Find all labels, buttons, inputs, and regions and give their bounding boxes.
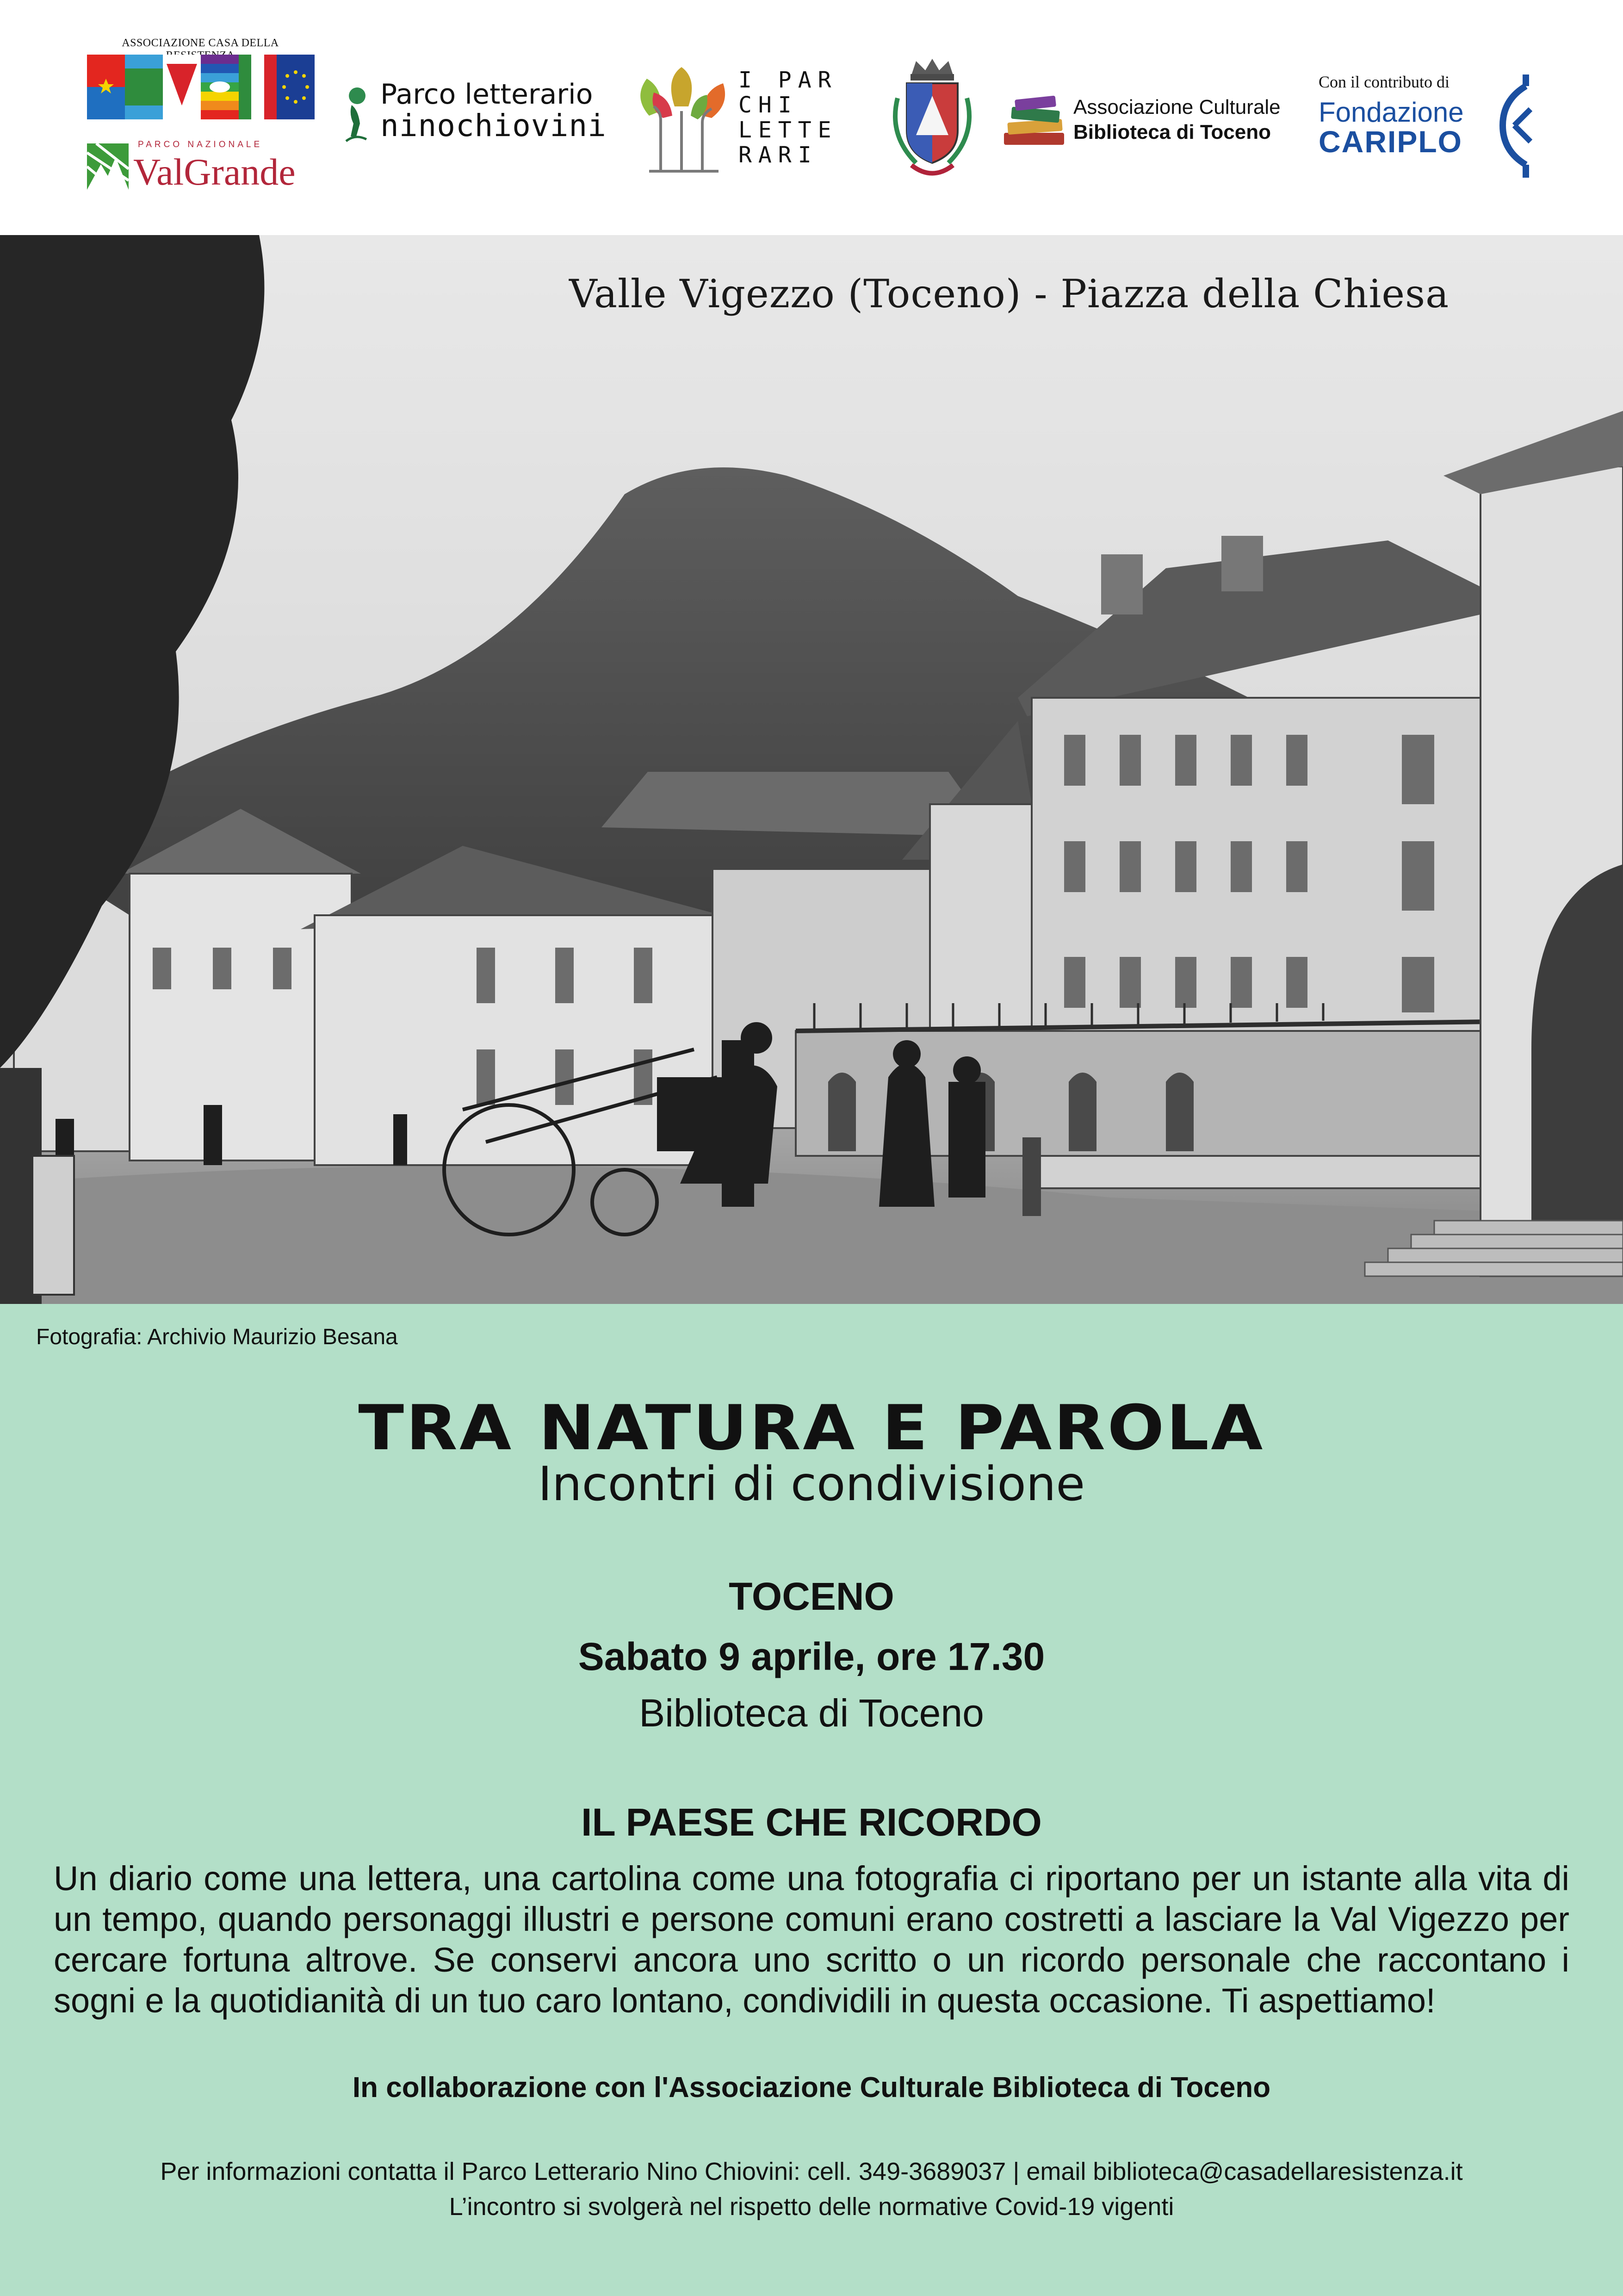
municipal-crest-icon	[884, 56, 981, 181]
event-title: TRA NATURA E PAROLA	[358, 1392, 1265, 1464]
resistenza-flag-icon	[87, 55, 314, 119]
event-description: Un diario come una lettera, una cartolina come una fotografia ci riportano per un istante alla vita di un tempo, quando personaggi illustri e persone comuni erano costretti a lasciare la Val Vigezzo per cercare fortuna altrove. Se conservi ancora uno scritto o un ricordo personale che raccontano i sogni e la quotidianità di un tuo caro lontano, condividili in questa occasione. Ti aspettiamo!	[54, 1859, 1569, 2020]
cariplo-mark-icon	[1493, 72, 1535, 179]
fondazione-label: Fondazione	[1319, 97, 1464, 128]
cariplo-label: CARIPLO	[1319, 124, 1462, 159]
association-name: ASSOCIAZIONE CASA DELLA	[122, 37, 279, 49]
event-subtitle: Incontri di condivisione	[538, 1457, 1085, 1512]
collaboration-note: In collaborazione con l'Associazione Culturale Biblioteca di Toceno	[352, 2072, 1271, 2104]
leaf-trees-icon	[628, 65, 735, 176]
logo-bar	[0, 0, 1623, 235]
parchi-letterari-logo	[628, 65, 860, 176]
event-heading: IL PAESE CHE RICORDO	[581, 1800, 1042, 1844]
contact-info: Per informazioni contatta il Parco Letterario Nino Chiovini: cell. 349-3689037 | email biblioteca@casadellaresistenza.it	[160, 2158, 1463, 2185]
biblioteca-toceno-logo	[999, 90, 1295, 155]
quill-figure-icon	[342, 82, 370, 142]
chiovini-line1: Parco letterario	[380, 78, 593, 111]
valgrande-mark-icon	[87, 143, 129, 190]
chiovini-line2: ninochiovini	[380, 108, 607, 143]
event-date: Sabato 9 aprile, ore 17.30	[578, 1635, 1045, 1678]
event-place: TOCENO	[729, 1575, 894, 1618]
books-stack-icon	[999, 95, 1069, 150]
casa-della-resistenza-logo	[87, 37, 314, 194]
parco-letterario-chiovini-logo	[342, 76, 607, 150]
historic-photograph	[0, 235, 1623, 1304]
fondazione-cariplo-logo	[1319, 69, 1541, 185]
photo-caption: Valle Vigezzo (Toceno) - Piazza della Chiesa	[569, 271, 1450, 316]
valgrande-label: ValGrande	[133, 151, 296, 193]
biblioteca-line2: Biblioteca di Toceno	[1073, 121, 1271, 143]
contribution-label: Con il contributo di	[1319, 73, 1450, 91]
biblioteca-line1: Associazione Culturale	[1073, 96, 1281, 118]
piazza-photo-image	[0, 235, 1623, 1304]
photo-credit: Fotografia: Archivio Maurizio Besana	[36, 1325, 398, 1349]
covid-note: L’incontro si svolgerà nel rispetto delle normative Covid-19 vigenti	[449, 2193, 1174, 2221]
parchi-letterari-wordmark: I PAR CHI LETTE RARI	[738, 67, 838, 168]
toceno-crest-logo	[884, 56, 981, 181]
event-venue: Biblioteca di Toceno	[639, 1691, 984, 1735]
parco-nazionale-label: PARCO NAZIONALE	[138, 140, 263, 149]
